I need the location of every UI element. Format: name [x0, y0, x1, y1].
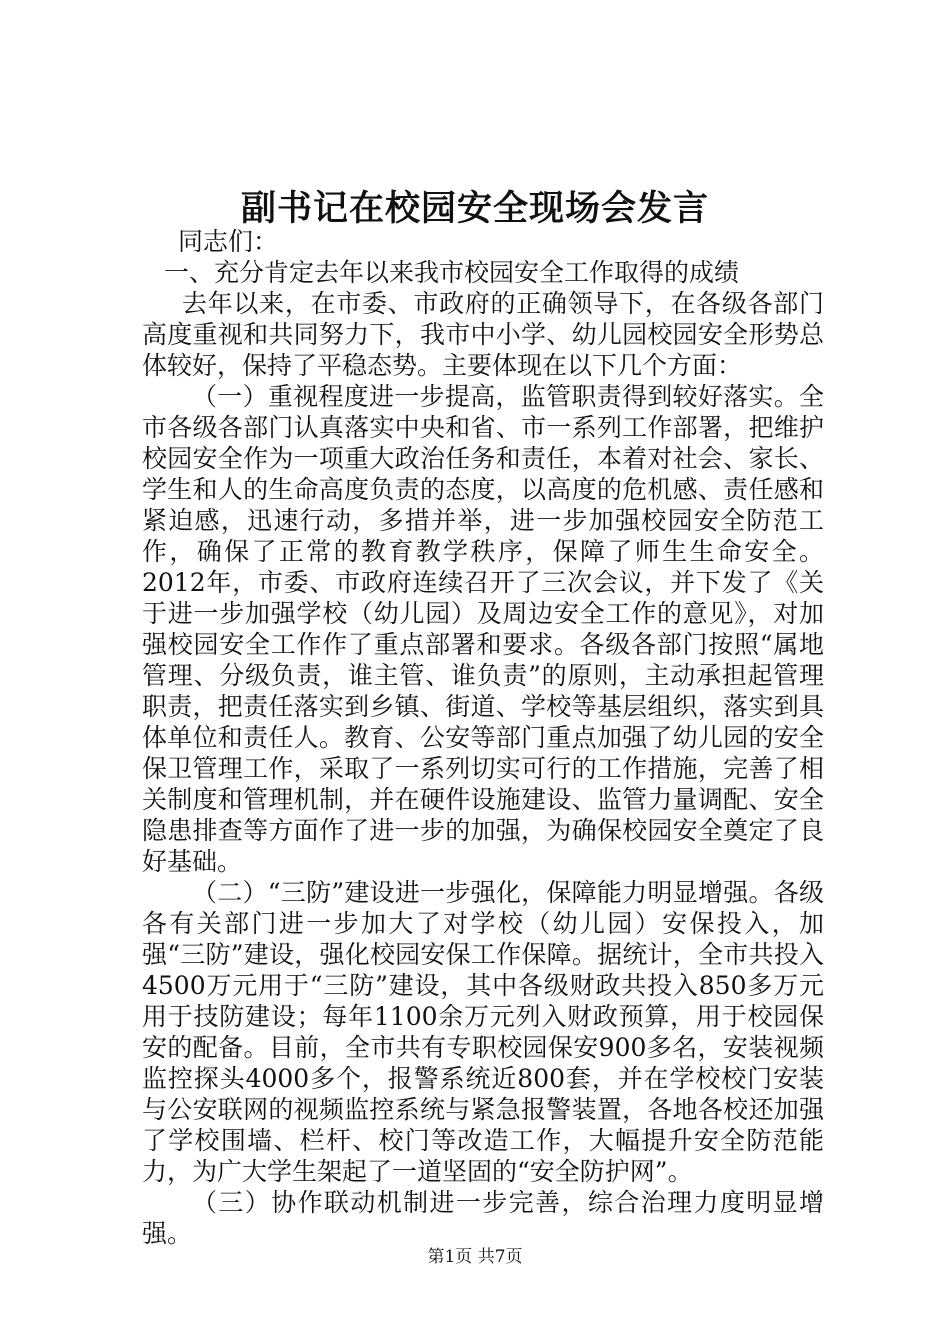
document-title: 副书记在校园安全现场会发言: [240, 188, 709, 229]
paragraph-item-3: （三）协作联动机制进一步完善，综合治理力度明显增强。: [142, 1188, 824, 1248]
page-number-footer: 第1页 共7页: [427, 1247, 523, 1267]
paragraph-item-2: （二）“三防”建设进一步强化，保障能力明显增强。各级各有关部门进一步加大了对学校（幼儿园）安保投入，加强“三防”建设，强化校园安保工作保障。据统计，全市共投入4500万元用于“三防”建设，其中各级财政共投入850多万元用于技防建设；每年1100余万元列入财政预算，用于校园保安的配备。目前，全市共有专职校园保安900多名，安装视频监控探头4000多个，报警系统近800套，并在学校校门安装与公安联网的视频监控系统与紧急报警装置，各地各校还加强了学校围墙、栏杆、校门等改造工作，大幅提升安全防范能力，为广大学生架起了一道坚固的“安全防护网”。: [142, 878, 824, 1186]
section-heading: 一、充分肯定去年以来我市校园安全工作取得的成绩: [164, 258, 740, 287]
greeting: 同志们：: [178, 227, 279, 256]
paragraph-intro: 去年以来，在市委、市政府的正确领导下，在各级各部门高度重视和共同努力下，我市中小学、幼儿园校园安全形势总体较好，保持了平稳态势。主要体现在以下几个方面：: [142, 289, 824, 380]
document-body: [142, 226, 824, 1249]
paragraph-item-1: （一）重视程度进一步提高，监管职责得到较好落实。全市各级各部门认真落实中央和省、市一系列工作部署，把维护校园安全作为一项重大政治任务和责任，本着对社会、家长、学生和人的生命高度负责的态度，以高度的危机感、责任感和紧迫感，迅速行动，多措并举，进一步加强校园安全防范工作，确保了正常的教育教学秩序，保障了师生生命安全。2012年，市委、市政府连续召开了三次会议，并下发了《关于进一步加强学校（幼儿园）及周边安全工作的意见》，对加强校园安全工作作了重点部署和要求。各级各部门按照“属地管理、分级负责，谁主管、谁负责”的原则，主动承担起管理职责，把责任落实到乡镇、街道、学校等基层组织，落实到具体单位和责任人。教育、公安等部门重点加强了幼儿园的安全保卫管理工作，采取了一系列切实可行的工作措施，完善了相关制度和管理机制，并在硬件设施建设、监管力量调配、安全隐患排查等方面作了进一步的加强，为确保校园安全奠定了良好基础。: [142, 382, 824, 876]
